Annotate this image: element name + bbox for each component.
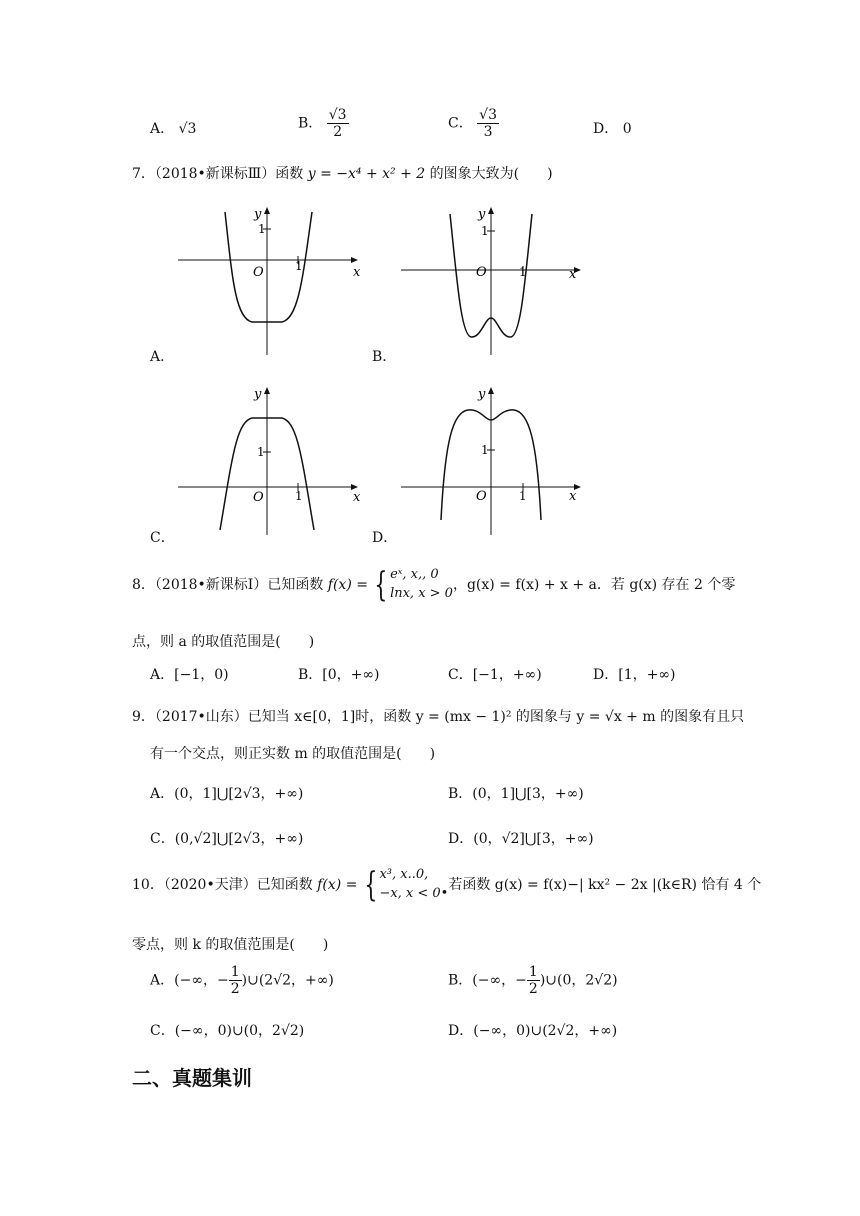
option-value: [−1，+∞) bbox=[472, 667, 542, 683]
option-label: A． bbox=[150, 786, 175, 802]
y-label: y bbox=[478, 387, 486, 402]
y-tick-label: 1 bbox=[258, 222, 266, 236]
option-label: B． bbox=[298, 667, 323, 683]
q9-option-b bbox=[448, 783, 584, 803]
option-value: (0，√2]⋃[3，+∞) bbox=[473, 831, 594, 847]
y-label: y bbox=[478, 207, 486, 222]
option-label: C． bbox=[448, 667, 473, 683]
x-axis-arrow-icon bbox=[351, 257, 358, 263]
q10-option-d bbox=[448, 1020, 617, 1040]
x-label: x bbox=[353, 265, 361, 280]
q8-option-d bbox=[593, 664, 675, 684]
q9-option-a bbox=[150, 783, 303, 803]
option-label: B． bbox=[448, 972, 473, 989]
y-tick-label: 1 bbox=[481, 443, 489, 457]
y-axis-arrow-icon bbox=[488, 387, 494, 394]
y-label: y bbox=[254, 207, 262, 222]
option-label: A． bbox=[150, 972, 175, 989]
numerator: √3 bbox=[328, 107, 347, 123]
fraction bbox=[527, 964, 540, 997]
origin-label: O bbox=[476, 489, 487, 504]
q9-stem-line2: 有一个交点，则正实数 m 的取值范围是( ) bbox=[150, 746, 436, 762]
stem-text: 若函数 g(x) = f(x)−| kx² − 2x |(k∈R) 恰有 4 个 bbox=[448, 876, 762, 893]
q6-option-d bbox=[593, 118, 632, 138]
origin-label: O bbox=[253, 490, 264, 505]
stem-text: 8．（2018•新课标Ⅰ）已知函数 bbox=[132, 576, 328, 593]
option-label: D． bbox=[448, 831, 474, 847]
q6-option-c bbox=[448, 107, 499, 140]
option-value: (0，1]⋃[3，+∞) bbox=[472, 786, 584, 802]
y-tick-label: 1 bbox=[481, 224, 489, 238]
denominator: 2 bbox=[333, 124, 343, 141]
q10-stem-line2: 零点，则 k 的取值范围是( ) bbox=[132, 937, 329, 953]
y-tick-label: 1 bbox=[257, 445, 265, 459]
option-value: [0，+∞) bbox=[322, 667, 380, 683]
brace-icon: { bbox=[364, 864, 378, 905]
option-label: A． bbox=[150, 667, 175, 683]
stem-text: 的图象大致为( ) bbox=[425, 166, 553, 182]
graph-d-label: D． bbox=[372, 530, 398, 546]
q10-option-c bbox=[150, 1020, 304, 1040]
section-heading: 二、真题集训 bbox=[132, 1066, 252, 1090]
option-value: [−1，0) bbox=[174, 667, 229, 683]
option-value: )∪(0，2√2) bbox=[539, 972, 618, 989]
option-value: (−∞，0)∪(2√2，+∞) bbox=[473, 1023, 618, 1039]
y-label: y bbox=[254, 387, 262, 402]
fraction bbox=[477, 107, 499, 140]
case-1: eˣ, x,, 0 bbox=[390, 567, 439, 582]
graph-c-label: C． bbox=[150, 530, 175, 546]
option-label: C． bbox=[448, 115, 473, 132]
piecewise-cases bbox=[390, 566, 453, 604]
case-2: lnx, x > 0 bbox=[390, 585, 453, 601]
q8-option-b bbox=[298, 664, 380, 684]
formula: f(x) = bbox=[317, 876, 362, 893]
graph-c bbox=[170, 380, 370, 540]
q10-option-a bbox=[150, 964, 334, 997]
formula: f(x) = bbox=[327, 576, 373, 593]
q6-option-a bbox=[150, 118, 196, 138]
formula: y = −x⁴ + x² + 2 bbox=[307, 166, 426, 182]
numerator: √3 bbox=[479, 107, 497, 123]
option-value: (−∞，− bbox=[472, 972, 527, 989]
stem-text: 10．（2020•天津）已知函数 bbox=[132, 876, 318, 893]
option-label: D． bbox=[593, 121, 619, 137]
denominator: 3 bbox=[483, 124, 493, 141]
fraction bbox=[229, 964, 242, 997]
origin-label: O bbox=[476, 265, 487, 280]
denominator: 2 bbox=[230, 981, 240, 998]
numerator: 1 bbox=[528, 964, 538, 980]
numerator: 1 bbox=[230, 964, 240, 980]
x-label: x bbox=[569, 489, 577, 504]
x-tick-label: 1 bbox=[295, 489, 303, 503]
q10-stem bbox=[132, 866, 761, 904]
stem-text: 7．（2018•新课标Ⅲ）函数 bbox=[132, 166, 308, 182]
option-value: [1，+∞) bbox=[618, 667, 676, 683]
option-label: C． bbox=[150, 831, 175, 847]
q9-option-d bbox=[448, 828, 594, 848]
q6-option-b bbox=[298, 107, 349, 140]
stem-text: ，g(x) = f(x) + x + a．若 g(x) 存在 2 个零 bbox=[452, 576, 736, 593]
denominator: 2 bbox=[528, 981, 538, 998]
q8-option-c bbox=[448, 664, 542, 684]
graph-b bbox=[393, 200, 593, 360]
q9-option-c bbox=[150, 828, 303, 848]
graph-a bbox=[170, 200, 370, 360]
origin-label: O bbox=[253, 265, 264, 280]
graph-a-label: A． bbox=[150, 349, 175, 365]
q8-option-a bbox=[150, 664, 229, 684]
q9-stem-line1: 9．（2017•山东）已知当 x∈[0，1]时，函数 y = (mx − 1)² 的图象与 y = √x + m 的图象有且只 bbox=[132, 709, 745, 725]
brace-icon: { bbox=[374, 564, 388, 605]
case-2: −x, x < 0• bbox=[379, 885, 449, 901]
y-axis-arrow-icon bbox=[264, 207, 270, 214]
q8-stem bbox=[132, 566, 735, 604]
option-value: √3 bbox=[178, 121, 197, 137]
graph-d bbox=[393, 380, 593, 540]
option-value: (0,√2]⋃[2√3，+∞) bbox=[174, 831, 304, 847]
option-value: (0，1]⋃[2√3，+∞) bbox=[174, 786, 304, 802]
case-1: x³, x..0, bbox=[379, 867, 429, 882]
q7-stem bbox=[132, 163, 553, 183]
graph-b-label: B． bbox=[372, 349, 397, 365]
x-label: x bbox=[353, 490, 361, 505]
x-tick-label: 1 bbox=[519, 265, 527, 279]
x-tick-label: 1 bbox=[295, 259, 303, 273]
option-label: D． bbox=[448, 1023, 474, 1039]
option-label: B． bbox=[298, 115, 323, 132]
y-axis-arrow-icon bbox=[488, 207, 494, 214]
x-tick-label: 1 bbox=[519, 489, 527, 503]
option-value: (−∞，0)∪(0，2√2) bbox=[174, 1023, 305, 1039]
option-label: B． bbox=[448, 786, 473, 802]
option-value: )∪(2√2，+∞) bbox=[241, 972, 334, 989]
option-label: D． bbox=[593, 667, 619, 683]
q8-stem-line2: 点，则 a 的取值范围是( ) bbox=[132, 634, 315, 650]
y-axis-arrow-icon bbox=[264, 387, 270, 394]
option-value: 0 bbox=[622, 121, 632, 137]
x-label: x bbox=[569, 267, 577, 282]
option-label: A． bbox=[150, 121, 175, 137]
q10-option-b bbox=[448, 964, 618, 997]
option-label: C． bbox=[150, 1023, 175, 1039]
fraction bbox=[327, 107, 349, 140]
option-value: (−∞，− bbox=[174, 972, 229, 989]
piecewise-cases bbox=[379, 866, 448, 904]
